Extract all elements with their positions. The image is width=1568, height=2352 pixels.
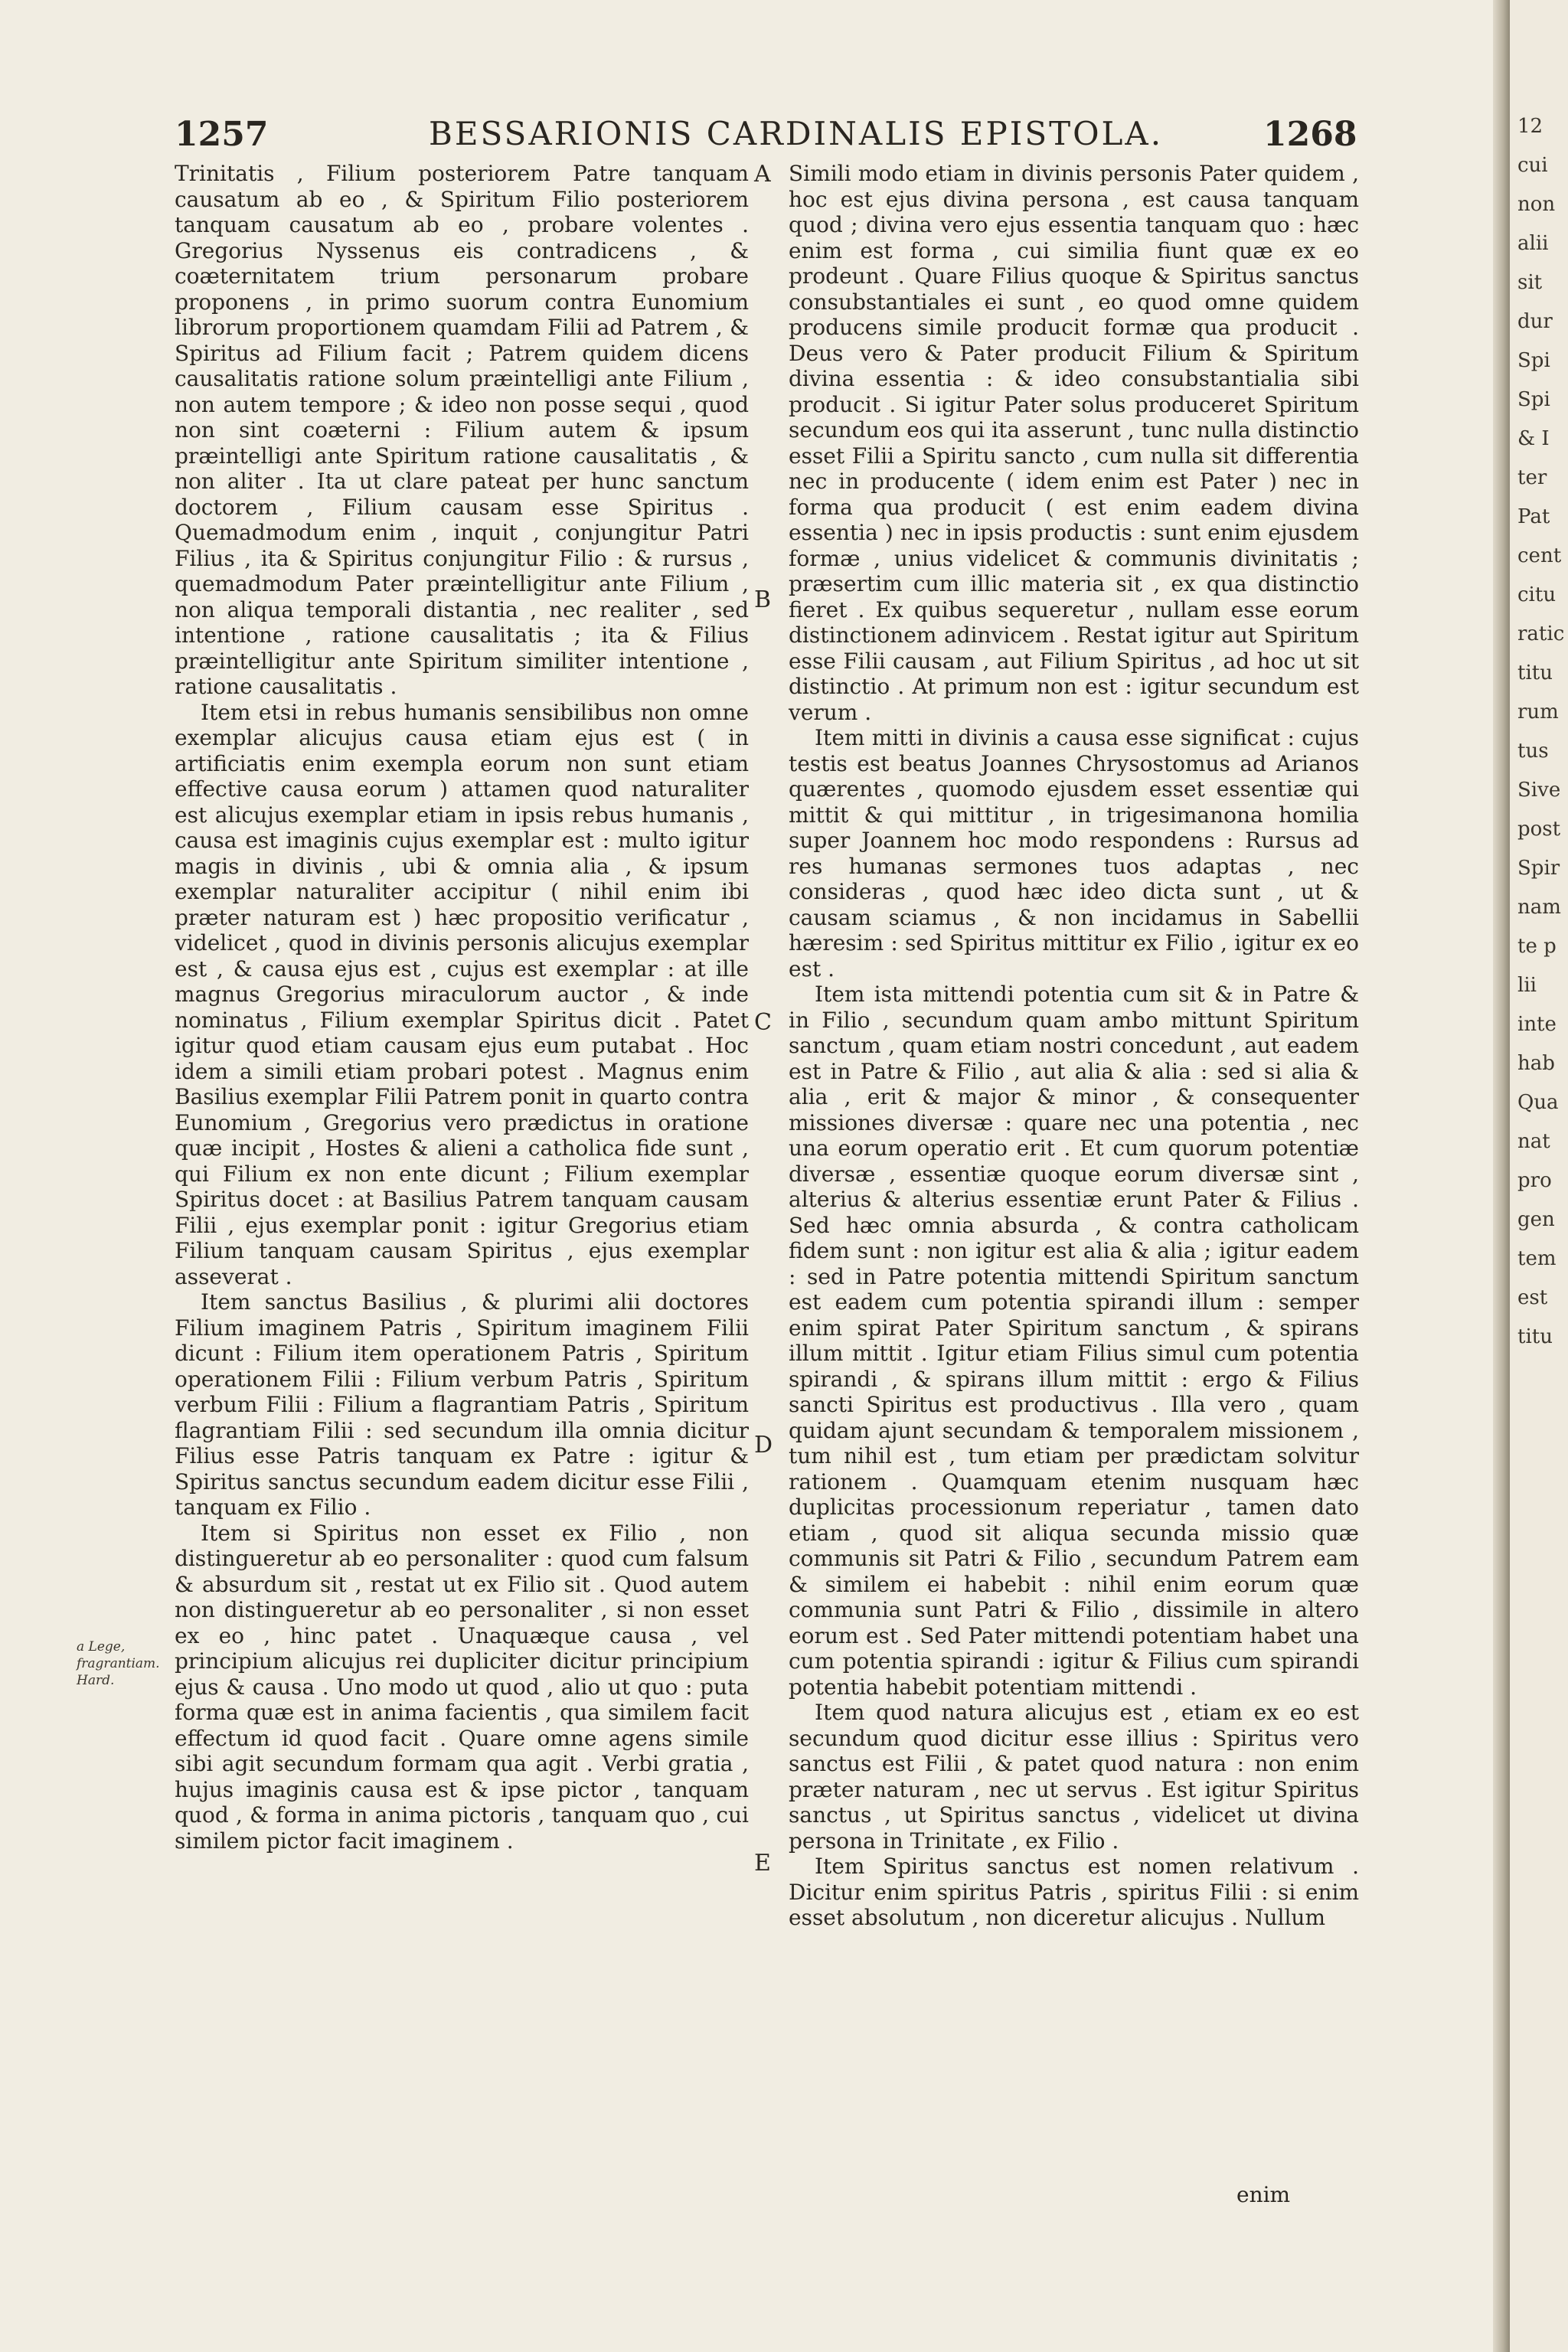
section-marker: A: [754, 161, 771, 188]
page-header: [0, 115, 1501, 161]
section-marker: E: [754, 1850, 771, 1877]
paragraph: Trinitatis , Filium posteriorem Patre tanquam causatum ab eo , & Spiritum Filio posteriorem tanquam causatum ab eo , probare volentes . Gregorius Nyssenus eis contradicens , & coæternitatem trium personarum probare proponens , in primo suorum contra Eunomium librorum proportionem quamdam Filii ad Patrem , & Spiritus ad Filium facit ; Patrem quidem dicens causalitatis ratione solum præintelligi ante Filium , non autem tempore ; & ideo non posse sequi , quod non sint coæterni : Filium autem & ipsum præintelligi ante Spiritum ratione causalitatis , & non aliter . Ita ut clare pateat per hunc sanctum doctorem , Filium causam esse Spiritus . Quemadmodum enim , inquit , conjungitur Patri Filius , ita & Spiritus conjungitur Filio : & rursus , quemadmodum Pater præintelligitur ante Filium , non aliqua temporali distantia , nec realiter , sed intentione , ratione causalitatis ; ita & Filius præintelligitur ante Spiritum similiter intentione , ratione causalitatis .: [175, 161, 749, 699]
paragraph: Item etsi in rebus humanis sensibilibus non omne exemplar alicujus causa etiam ejus est ( in artificiatis enim exempla eorum non sunt etiam effective causa eorum ) attamen quod naturaliter est alicujus exemplar etiam in ipsis rebus humanis , causa est imaginis cujus exemplar est : multo igitur magis in divinis , ubi & omnia alia , & ipsum exemplar naturaliter accipitur ( nihil enim ibi præter naturam est ) hæc propositio verificatur , videlicet , quod in divinis personis alicujus exemplar est , & causa ejus est , cujus est exemplar : at ille magnus Gregorius miraculorum auctor , & inde nominatus , Filium exemplar Spiritus dicit . Patet igitur quod etiam causam ejus eum putabat . Hoc idem a simili etiam probari potest . Magnus enim Basilius exemplar Filii Patrem ponit in quarto contra Eunomium , Gregorius vero prædictus in oratione quæ incipit , Hostes & alieni a catholica fide sunt , qui Filium ex non ente dicunt ; Filium exemplar Spiritus docet : at Basilius Patrem tanquam causam Filii , ejus exemplar ponit : igitur Gregorius etiam Filium tanquam causam Spiritus , ejus exemplar asseverat .: [175, 699, 749, 1289]
paragraph: Item mitti in divinis a causa esse significat : cujus testis est beatus Joannes Chrysostomus ad Arianos quærentes , quomodo ejusdem esset essentiæ qui mittit & qui mittitur , in trigesimanona homilia super Joannem hoc modo respondens : Rursus ad res humanas sermones tuos adaptas , nec consideras , quod hæc ideo dicta sunt , ut & causam sciamus , & non incidamus in Sabellii hæresim : sed Spiritus mittitur ex Filio , igitur ex eo est .: [789, 725, 1359, 982]
paragraph: Item sanctus Basilius , & plurimi alii doctores Filium imaginem Patris , Spiritum imaginem Filii dicunt : Filium item operationem Patris , Spiritum operationem Filii : Filium verbum Patris , Spiritum verbum Filii : Filium a flagrantiam Patris , Spiritum flagrantiam Filii : sed secundum illa omnia dicitur Filius esse Patris tanquam ex Patre : igitur & Spiritus sanctus secundum eadem dicitur esse Filii , tanquam ex Filio .: [175, 1289, 749, 1520]
paragraph: Simili modo etiam in divinis personis Pater quidem , hoc est ejus divina persona , est causa tanquam quod ; divina vero ejus essentia tanquam quo : hæc enim est forma , cui similia fiunt quæ ex eo prodeunt . Quare Filius quoque & Spiritus sanctus consubstantiales ei sunt , eo quod omne quidem producens simile producit formæ qua producit . Deus vero & Pater producit Filium & Spiritum divina essentia : & ideo consubstantialia sibi producit . Si igitur Pater solus produceret Spiritum secundum eos qui ita asserunt , tunc nulla distinctio esset Filii a Spiritu sancto , cum nulla sit differentia nec in producente ( idem enim est Pater ) nec in forma qua producit ( est enim eadem divina essentia ) nec in ipsis productis : sunt enim ejusdem formæ , unius videlicet & communis divinitatis ; præsertim cum illic materia sit , ex qua distinctio fieret . Ex quibus sequeretur , nullam esse eorum distinctionem adinvicem . Restat igitur aut Spiritum esse Filii causam , aut Filium Spiritus , ad hoc ut sit distinctio . At primum non est : igitur secundum est verum .: [789, 161, 1359, 725]
paragraph: Item quod natura alicujus est , etiam ex eo est secundum quod dicitur esse illius : Spiritus vero sanctus est Filii , & patet quod natura : non enim præter naturam , nec ut servus . Est igitur Spiritus sanctus , ut Spiritus sanctus , videlicet ut divina persona in Trinitate , ex Filio .: [789, 1700, 1359, 1854]
paragraph: Item ista mittendi potentia cum sit & in Patre & in Filio , secundum quam ambo mittunt Spiritum sanctum , quam etiam nostri concedunt , aut eadem est in Patre & Filio , aut alia & alia : sed si alia & alia , erit & major & minor , & consequenter missiones diversæ : quare nec una potentia , nec una eorum operatio erit . Et cum quorum potentiæ diversæ , essentiæ quoque eorum diversæ sint , alterius & alterius essentiæ erunt Pater & Filius . Sed hæc omnia absurda , & contra catholicam fidem sunt : non igitur est alia & alia ; igitur eadem : sed in Patre potentia mittendi Spiritum sanctum est eadem cum potentia spirandi illum : semper enim spirat Pater Spiritum sanctum , & spirans illum mittit . Igitur etiam Filius simul cum potentia spirandi , & spirans illum mittit : ergo & Filius sancti Spiritus est productivus . Illa vero , quam quidam ajunt secundam & temporalem missionem , tum nihil est , tum etiam per prædictam solvitur rationem . Quamquam etenim nusquam hæc duplicitas processionum reperiatur , tamen dato etiam , quod sit aliqua secunda missio quæ communis sit Patri & Filio , secundum Patrem eam & similem ei habebit : nihil enim eorum quæ communia sunt Patri & Filio , dissimile in altero eorum est . Sed Pater mittendi potentiam habet una cum potentia spirandi : igitur & Filius cum spirandi potentia habebit potentiam mittendi .: [789, 982, 1359, 1700]
paragraph: Item si Spiritus non esset ex Filio , non distingueretur ab eo personaliter : quod cum falsum & absurdum sit , restat ut ex Filio sit . Quod autem non distingueretur ab eo personaliter , si non esset ex eo , hinc patet . Unaquæque causa , vel principium alicujus rei dupliciter dicitur principium ejus & causa . Uno modo ut quod , alio ut quo : puta forma quæ est in anima facientis , qua similem facit effectum id quod facit . Quare omne agens simile sibi agit secundum formam qua agit . Verbi gratia , hujus imaginis causa est & ipse pictor , tanquam quod , & forma in anima pictoris , tanquam quo , cui similem pictor facit imaginem .: [175, 1520, 749, 1854]
section-marker: D: [754, 1432, 773, 1459]
section-marker: B: [754, 586, 772, 613]
running-title: BESSARIONIS CARDINALIS EPISTOLA.: [429, 115, 1164, 152]
left-column: [175, 161, 749, 1854]
margin-note: a Lege, fragrantiam. Hard.: [77, 1639, 160, 1688]
page-number-left: 1257: [175, 115, 269, 154]
paragraph: Item Spiritus sanctus est nomen relativum . Dicitur enim spiritus Patris , spiritus Filii : si enim esset absolutum , non diceretur alicujus . Nullum: [789, 1854, 1359, 1930]
page-number-right: 1268: [1263, 115, 1357, 154]
right-column: [789, 161, 1359, 1931]
adjacent-page-edge: [1510, 0, 1568, 2352]
section-markers: [754, 161, 785, 2151]
adjacent-page-text: 12 cui non alii sit dur Spi Spi & I ter Pat cent citu ratic titu rum tus Sive post Spir nam te p lii inte hab Qua nat pro gen tem est titu: [1517, 115, 1565, 1348]
catchword: enim: [1236, 2182, 1291, 2207]
section-marker: C: [754, 1009, 772, 1036]
book-gutter: [1493, 0, 1510, 2352]
